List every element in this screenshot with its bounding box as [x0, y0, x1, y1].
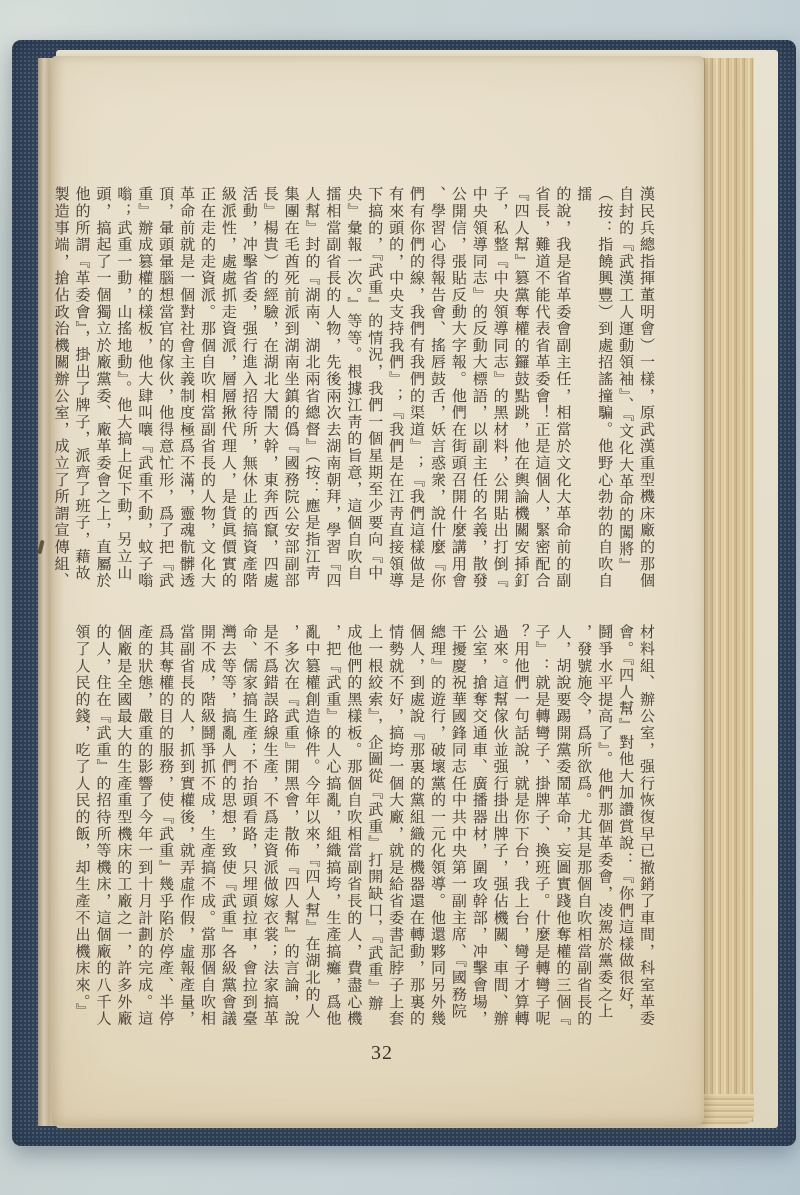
text-column: 人，胡說要踢開黨委鬧革命，妄圖實踐他奪權的三個『: [554, 624, 571, 1028]
text-column: 公開信，張貼反動大字報。他們在街頭召開什麼講用會: [449, 186, 466, 590]
page-number: 32: [371, 1042, 393, 1064]
text-column: ，把『武重』的人心搞亂，組織搞垮，生產搞癱，爲他: [324, 624, 341, 1028]
text-column: 活動，冲擊省委，强行進入招待所，無休止的搞資產階: [240, 186, 257, 590]
text-column: 央』彙報一次。』等等。根據江靑的旨意，這個自吹自: [345, 186, 362, 582]
text-column: 漢民兵總指揮董明會）一樣，原武漢重型機床廠的那個: [638, 186, 654, 590]
text-column: 中央領導同志』的反動大標語，以副主任的名義，散發: [470, 186, 487, 590]
text-column: 領了人民的錢，吃了人民的飯，却生產不出機床來。』: [73, 624, 90, 1020]
text-column: 子』：就是轉彎子、掛牌子、換班子。什麼是轉彎子呢: [533, 624, 550, 1028]
text-column: 、學習心得報告會、搖唇鼓舌，妖言惑衆，說什麼『你: [428, 186, 445, 590]
text-column: 省長，難道不能代表省革委會！正是這個人，緊密配合: [533, 186, 550, 590]
text-column: 開不成，階級鬪爭抓不成，生產搞不成。當那個自吹相: [198, 624, 215, 1028]
text-column: （按：指饒興豐）到處招謠撞騙。他野心勃勃的自吹自擂: [575, 186, 613, 590]
text-column: 總理』的遊行，破壞黨的一元化領導。他還夥同另外幾: [428, 624, 445, 1028]
text-column: 會。『四人幫』對他大加讚賞說：『你們這樣做很好，: [617, 624, 634, 1020]
text-column: 鬪爭水平提高了』。他們那個革委會，凌駕於黨委之上: [596, 624, 613, 1020]
text-column: 亂中篡權創造條件。今年以來，『四人幫』在湖北的人: [303, 624, 320, 1020]
text-column: 擂相當副省長的人物，先後兩次去湖南朝拜，學習『四: [324, 186, 341, 590]
book-page: [52, 56, 704, 1126]
text-column: 個廠是全國最大的生產重型機床的工廠之一，許多外廠: [115, 624, 132, 1028]
text-column: 產的狀態，嚴重的影響了今年一到十月計劃的完成。這: [136, 624, 153, 1028]
text-column: 的人，住在『武重』的招待所等機床，這個廠的八千人: [94, 624, 111, 1028]
text-column: 嗡；武重一動，山搖地動』。他大搞上促下動，另立山: [115, 186, 132, 582]
text-column: 的說，我是省革委會副主任，相當於文化大革命前的副: [554, 186, 571, 590]
text-column: 爲其奪權的目的服務，使『武重』幾乎陷於停產、半停: [157, 624, 174, 1028]
text-column: 材料組、辦公室，强行恢復早已撤銷了車間，科室革委: [638, 624, 654, 1028]
text-column: 級派性，處處抓走資派，層層揪代理人，是貨眞價實的: [219, 186, 236, 590]
text-column: ，發號施令，爲所欲爲。尤其是那個自吹相當副省長的: [575, 624, 592, 1028]
text-column: 命、儒家搞生產；不抬頭看路，只埋頭拉車，會拉到臺: [240, 624, 257, 1028]
text-column: 成他們的黑樣板。那個自吹相當副省長的人，費盡心機: [345, 624, 362, 1028]
text-column: 當副省長的人，抓到實權後，就弄虛作假，虛報產量，: [178, 624, 195, 1028]
text-column: 頭，搞起了一個獨立於廠黨委、廠革委會之上，直屬於: [94, 186, 111, 590]
text-column: 個人，到處說『那裏的黨組織的機器還在轉動，那裏的: [408, 624, 425, 1028]
text-column: 子，私整『中央領導同志』的黑材料，公開貼出打倒『: [491, 186, 508, 590]
text-column: 革命前就是一個對社會主義制度極爲不滿，靈魂骯髒透: [178, 186, 195, 590]
text-column: 他的所謂『革委會』，掛出了牌子，派齊了班子，藉故: [73, 186, 90, 582]
text-column: 有來頭的，中央支持我們』；『我們是在江靑直接領導: [387, 186, 404, 590]
text-column: ，多次在『武重』開黑會，散佈『四人幫』的言論，說: [282, 624, 299, 1028]
text-column: 長』楊貴）的經驗，在湖北大鬧大幹，東奔西竄，四處: [261, 186, 278, 590]
text-column: 是不爲錯誤路線生產，不爲走資派做嫁衣裳；法家搞革: [261, 624, 278, 1028]
text-column: 『四人幫』篡黨奪權的鑼鼓點跳，他在輿論機關安揷釘: [512, 186, 529, 590]
text-column: 人幫』封的『湖南、湖北兩省總督』（按：應是指江靑: [303, 186, 320, 582]
text-column: 公室，搶奪交通車、廣播器材，圍攻幹部，冲擊會場，: [470, 624, 487, 1028]
text-column: 情勢就不好，搞垮一個大廠，就是給省委書記脖子上套: [387, 624, 404, 1028]
text-column: 頂，暈頭暈腦想當官的傢伙，他得意忙形，爲了把『武: [157, 186, 174, 590]
text-column: 們有你們的線，我們有我們的渠道』；『我們這樣做是: [408, 186, 425, 590]
text-column: 製造事端，搶佔政治機關辦公室，成立了所謂宣傳組、: [52, 186, 69, 590]
text-column: 集團在毛酋死前派到湖南坐鎮的僞『國務院公安部副部: [282, 186, 299, 590]
text-column: 自封的『武漢工人運動領袖』、『文化大革命的闖將』: [617, 186, 634, 575]
text-column: 上一根絞索』，企圖從『武重』打開缺口，『武重』辦: [366, 624, 383, 1013]
text-block-bottom: [70, 624, 656, 1036]
text-column: 灣去等等，搞亂人們的思想，致使『武重』各級黨會議: [219, 624, 236, 1028]
text-column: 重』辦成篡權的樣板，他大肆叫嚷『武重不動，蚊子嗡: [136, 186, 153, 590]
text-column: 下搞的，『武重』的情況，我們一個星期至少要向『中: [366, 186, 383, 582]
text-block-top: [52, 186, 656, 598]
text-column: 過來。這幫傢伙並强行掛出牌子，强佔機關、車間、辦: [491, 624, 508, 1028]
page-stack-fore-edge: [700, 58, 754, 1122]
text-column: 正在走的走資派。那個自吹相當副省長的人物，文化大: [198, 186, 215, 590]
text-column: ？用他們一句話說，就是你下台，我上台，彎子才算轉: [512, 624, 529, 1028]
text-column: 干擾慶祝華國鋒同志任中共中央第一副主席、『國務院: [449, 624, 466, 1020]
